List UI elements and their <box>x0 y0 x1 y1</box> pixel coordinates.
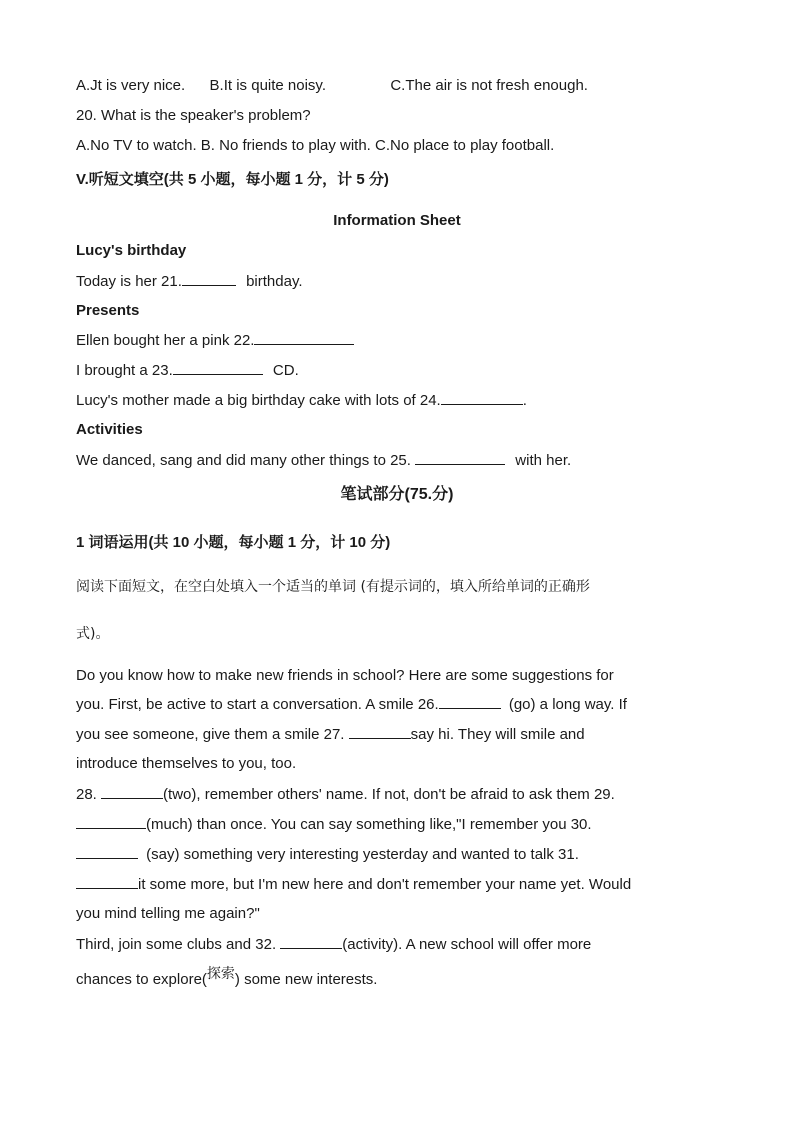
blank-28[interactable] <box>101 784 163 799</box>
q20-options: A.No TV to watch. B. No friends to play with. C.No place to play football. <box>76 137 555 154</box>
q19-option-a: A.Jt is very nice. <box>76 77 186 94</box>
line-22: Ellen bought her a pink 22. <box>76 330 354 351</box>
blank-21[interactable] <box>182 271 236 286</box>
passage-line-11: chances to explore(探索) some new interests. <box>76 966 378 988</box>
blank-30[interactable] <box>76 844 138 859</box>
blank-23[interactable] <box>173 360 263 375</box>
activities-heading: Activities <box>76 421 143 438</box>
passage-line-4: introduce themselves to you, too. <box>76 755 297 772</box>
chinese-gloss-explore: 探索 <box>206 966 235 982</box>
passage-line-1: Do you know how to make new friends in school? Here are some suggestions for <box>76 667 614 684</box>
part1-title: 1 词语运用(共 10 小题，每小题 1 分，计 10 分) <box>76 534 391 551</box>
q19-option-c: C.The air is not fresh enough. <box>390 77 588 94</box>
info-sheet-title: Information Sheet <box>333 212 461 229</box>
line-24: Lucy's mother made a big birthday cake with lots of 24. . <box>76 392 527 409</box>
blank-24[interactable] <box>441 390 523 405</box>
passage-line-2: you. First, be active to start a conversation. A smile 26. (go) a long way. If <box>76 696 627 713</box>
line-23: I brought a 23. CD. <box>76 362 299 379</box>
instruction-line-1: 阅读下面短文，在空白处填入一个适当的单词 (有提示词的，填入所给单词的正确形 <box>76 579 590 595</box>
passage-line-10: Third, join some clubs and 32. (activity). A new school will offer more <box>76 936 592 953</box>
q19-option-b: B.It is quite noisy. <box>209 77 326 94</box>
blank-25[interactable] <box>415 450 505 465</box>
passage-line-6: (much) than once. You can say something like,"I remember you 30. <box>76 814 592 835</box>
blank-26[interactable] <box>439 694 501 709</box>
passage-line-7: (say) something very interesting yesterday and wanted to talk 31. <box>76 844 579 865</box>
line-25: We danced, sang and did many other things to 25. with her. <box>76 452 572 469</box>
line-21: Today is her 21. birthday. <box>76 273 303 290</box>
blank-29[interactable] <box>76 814 146 829</box>
passage-line-5: 28. (two), remember others' name. If not, don't be afraid to ask them 29. <box>76 786 615 803</box>
blank-32[interactable] <box>280 934 342 949</box>
instruction-line-2: 式)。 <box>76 626 110 642</box>
blank-27[interactable] <box>349 724 411 739</box>
q19-options <box>76 76 588 96</box>
passage-line-8: it some more, but I'm new here and don't remember your name yet. Would <box>76 874 631 895</box>
blank-31[interactable] <box>76 874 138 889</box>
passage-line-3: you see someone, give them a smile 27. say hi. They will smile and <box>76 726 585 743</box>
passage-line-9: you mind telling me again?" <box>76 905 260 922</box>
written-part-title: 笔试部分(75.分) <box>340 486 454 503</box>
blank-22[interactable] <box>254 330 354 345</box>
q20-question: 20. What is the speaker's problem? <box>76 107 311 124</box>
birthday-heading: Lucy's birthday <box>76 242 187 259</box>
presents-heading: Presents <box>76 302 140 319</box>
section5-title: V.听短文填空(共 5 小题，每小题 1 分，计 5 分) <box>76 171 389 188</box>
